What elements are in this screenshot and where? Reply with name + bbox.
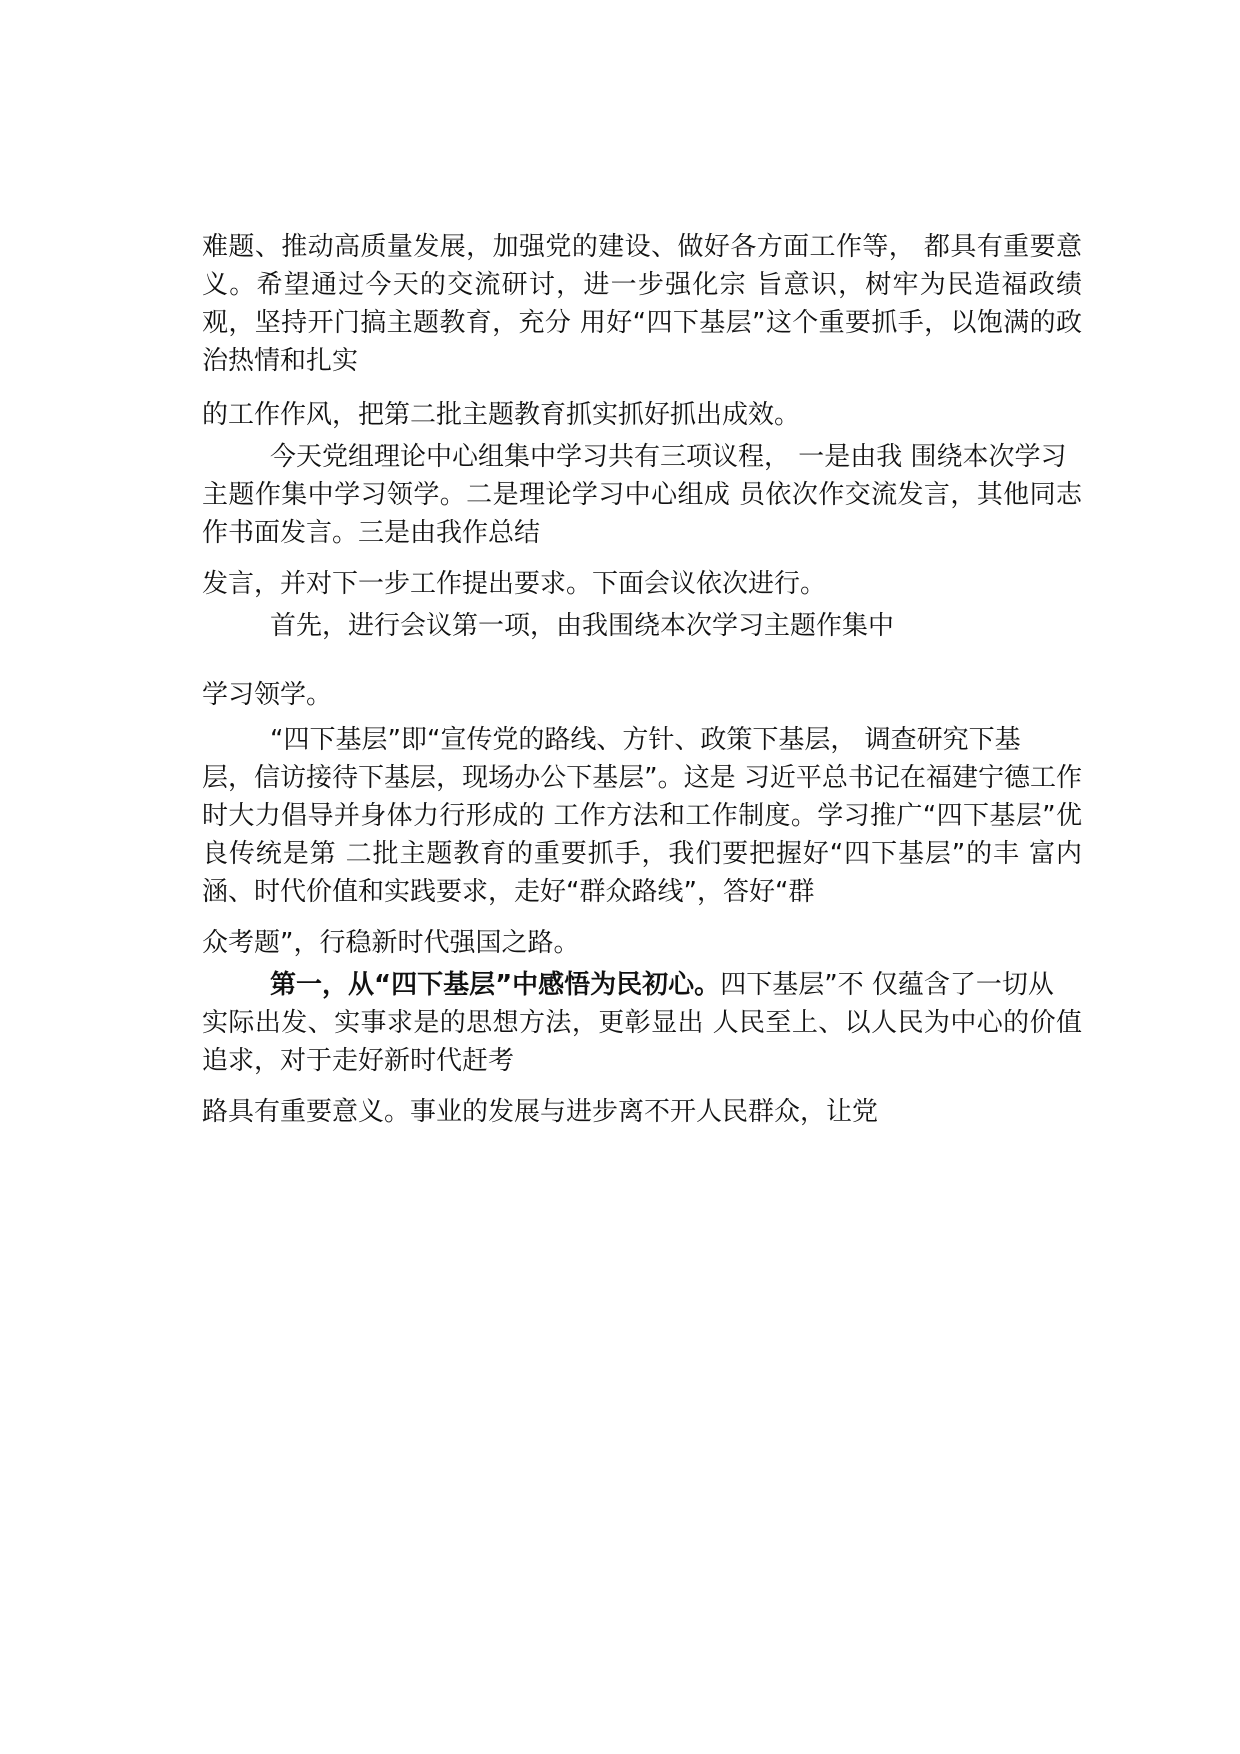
body-line: 追求，对于走好新时代赶考 (202, 1046, 515, 1076)
body-line: 良传统是第 二批主题教育的重要抓手，我们要把握好“四下基层”的丰 富内 (202, 839, 1082, 869)
body-line: 的工作作风，把第二批主题教育抓实抓好抓出成效。 (202, 400, 801, 430)
body-line: 时大力倡导并身体力行形成的 工作方法和工作制度。学习推广“四下基层”优 (202, 801, 1082, 831)
body-line: 首先，进行会议第一项，由我围绕本次学习主题作集中 (270, 611, 895, 641)
point-one-heading: 第一，从“四下基层”中感悟为民初心。 (270, 970, 721, 1000)
body-line: 治热情和扎实 (202, 346, 359, 376)
body-line: 难题、推动高质量发展，加强党的建设、做好各方面工作等， 都具有重要意 (202, 232, 1082, 262)
point-one-line (202, 968, 1082, 1002)
body-line: 观，坚持开门搞主题教育，充分 用好“四下基层”这个重要抓手，以饱满的政 (202, 308, 1082, 338)
body-line: 学习领学。 (202, 680, 333, 710)
body-line: “四下基层”即“宣传党的路线、方针、政策下基层， 调查研究下基 (270, 725, 1021, 755)
body-line: 发言，并对下一步工作提出要求。下面会议依次进行。 (202, 569, 827, 599)
point-one-text: 四下基层”不 仅蕴含了一切从 (720, 970, 1054, 1000)
body-line: 作书面发言。三是由我作总结 (202, 518, 541, 548)
body-line: 主题作集中学习领学。二是理论学习中心组成 员依次作交流发言，其他同志 (202, 480, 1082, 510)
body-line: 众考题”，行稳新时代强国之路。 (202, 928, 580, 958)
body-line: 层，信访接待下基层，现场办公下基层”。这是 习近平总书记在福建宁德工作 (202, 763, 1082, 793)
body-line: 义。希望通过今天的交流研讨，进一步强化宗 旨意识，树牢为民造福政绩 (202, 270, 1082, 300)
body-line: 实际出发、实事求是的思想方法，更彰显出 人民至上、以人民为中心的价值 (202, 1008, 1082, 1038)
body-line: 今天党组理论中心组集中学习共有三项议程， 一是由我 围绕本次学习 (270, 442, 1067, 472)
body-line: 路具有重要意义。事业的发展与进步离不开人民群众，让党 (202, 1097, 879, 1127)
body-line: 涵、时代价值和实践要求，走好“群众路线”，答好“群 (202, 877, 815, 907)
